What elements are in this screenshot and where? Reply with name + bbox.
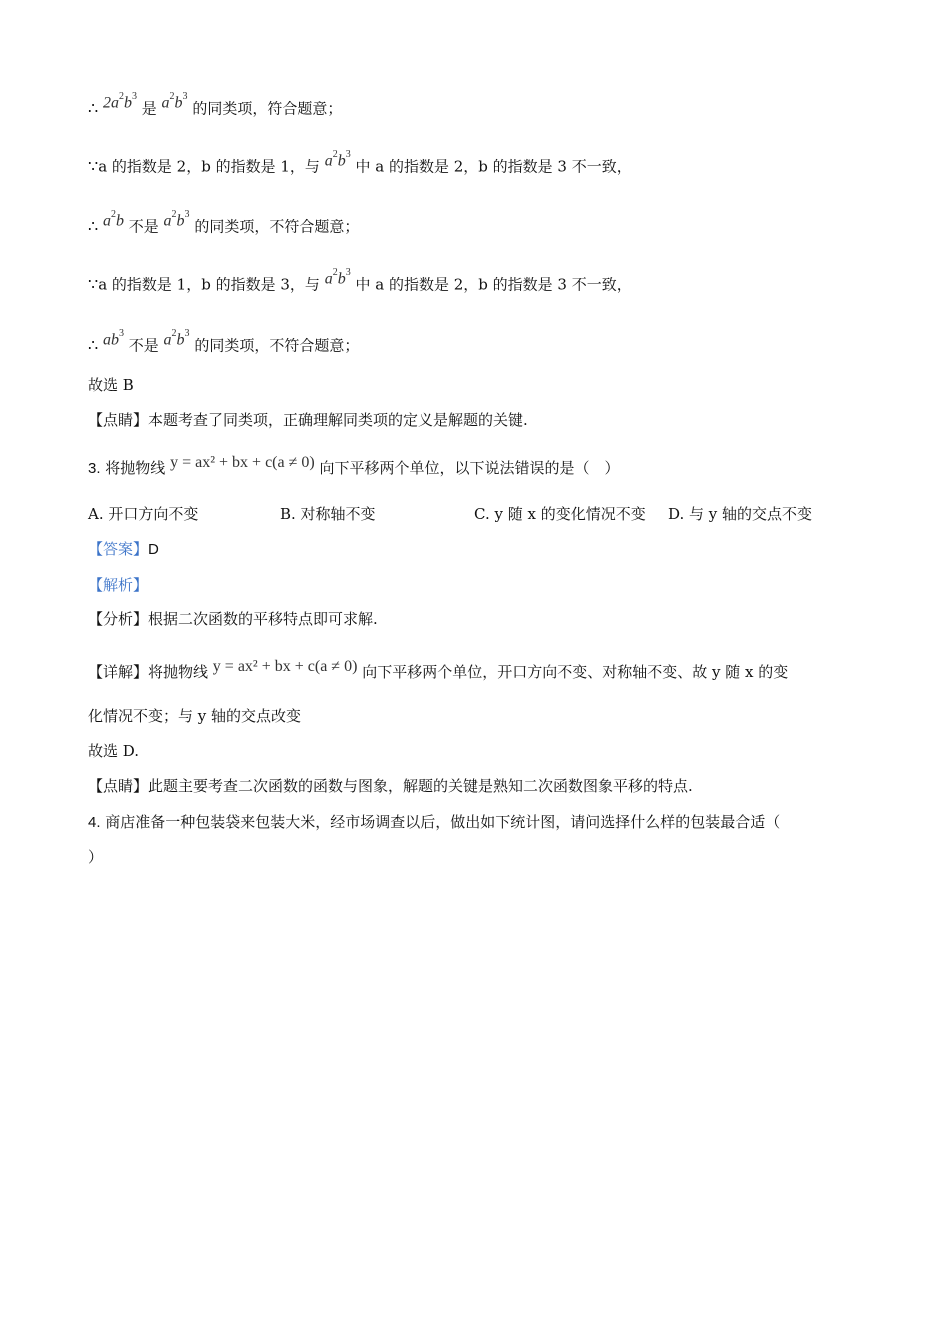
- xiangjie-line-2: 化情况不变；与 y 轴的交点改变: [88, 707, 302, 725]
- text: 的同类项，不符合题意；: [194, 336, 360, 355]
- expression: $a^2b^3$: [163, 209, 190, 230]
- therefore-symbol: ∴: [88, 335, 99, 355]
- text: 的同类项，不符合题意；: [194, 217, 360, 236]
- expression: $a^2b^3$: [324, 267, 351, 288]
- parabola-formula: y = ax² + bx + c(a ≠ 0): [212, 658, 358, 675]
- reason-line-2: [88, 146, 632, 177]
- choose-b-line: 故选 B: [88, 376, 134, 394]
- analysis-label: 【解析】: [88, 576, 149, 594]
- expression: $a^2b^3$: [163, 328, 190, 349]
- question-number: 4.: [88, 814, 101, 831]
- expression: $a^2b$: [102, 209, 124, 230]
- option-c[interactable]: C. y 随 x 的变化情况不变: [474, 505, 646, 523]
- expression: $a^2b^3$: [161, 91, 188, 112]
- xiangjie-text: 【详解】将抛物线: [88, 663, 209, 681]
- answer-line: [88, 538, 159, 561]
- question-text: 向下平移两个单位，以下说法错误的是（ ）: [319, 459, 620, 477]
- expression: $ab^3$: [102, 328, 124, 349]
- question-number: 3.: [88, 460, 101, 477]
- option-d[interactable]: D. 与 y 轴的交点不变: [668, 505, 813, 523]
- dianjing-line-1: 【点睛】本题考查了同类项，正确理解同类项的定义是解题的关键.: [88, 411, 528, 429]
- text: 是: [141, 99, 157, 118]
- xiangjie-line: [88, 656, 788, 683]
- question-4: [88, 811, 780, 834]
- text: a 的指数是 1，b 的指数是 3，与: [98, 275, 320, 294]
- conclusion-line-5: [88, 325, 359, 356]
- reason-line-4: [88, 264, 632, 295]
- answer-label: 【答案】: [88, 540, 149, 558]
- question-text: 将抛物线: [105, 459, 166, 477]
- because-symbol: ∵: [88, 156, 99, 176]
- question-3-options: [88, 503, 812, 525]
- therefore-symbol: ∴: [88, 216, 99, 236]
- therefore-symbol: ∴: [88, 98, 99, 118]
- parabola-formula: y = ax² + bx + c(a ≠ 0): [170, 454, 315, 471]
- text: 不是: [128, 217, 159, 236]
- answer-value: D: [148, 541, 159, 558]
- expression: $a^2b^3$: [324, 149, 351, 170]
- text: 不是: [128, 336, 159, 355]
- conclusion-line-1: [88, 88, 342, 119]
- question-4-paren: ）: [88, 848, 104, 866]
- dianjing-line-2: 【点睛】此题主要考查二次函数的函数与图象，解题的关键是熟知二次函数图象平移的特点.: [88, 777, 693, 795]
- text: 的同类项，符合题意；: [192, 99, 343, 118]
- conclusion-line-3: [88, 206, 359, 237]
- option-b[interactable]: B. 对称轴不变: [280, 505, 376, 523]
- question-text: 商店准备一种包装袋来包装大米，经市场调查以后，做出如下统计图，请问选择什么样的包装最合适（: [105, 813, 781, 831]
- text: 中 a 的指数是 2，b 的指数是 3 不一致，: [355, 157, 632, 176]
- text: a 的指数是 2，b 的指数是 1，与: [98, 157, 320, 176]
- question-3: [88, 452, 620, 480]
- text: 中 a 的指数是 2，b 的指数是 3 不一致，: [355, 275, 632, 294]
- choose-d-line: 故选 D.: [88, 742, 140, 760]
- fenxi-line: 【分析】根据二次函数的平移特点即可求解.: [88, 610, 378, 628]
- because-symbol: ∵: [88, 274, 99, 294]
- xiangjie-text: 向下平移两个单位，开口方向不变、对称轴不变、故 y 随 x 的变: [362, 663, 789, 681]
- option-a[interactable]: A. 开口方向不变: [88, 505, 199, 523]
- expression: $2a^2b^3$: [102, 91, 137, 112]
